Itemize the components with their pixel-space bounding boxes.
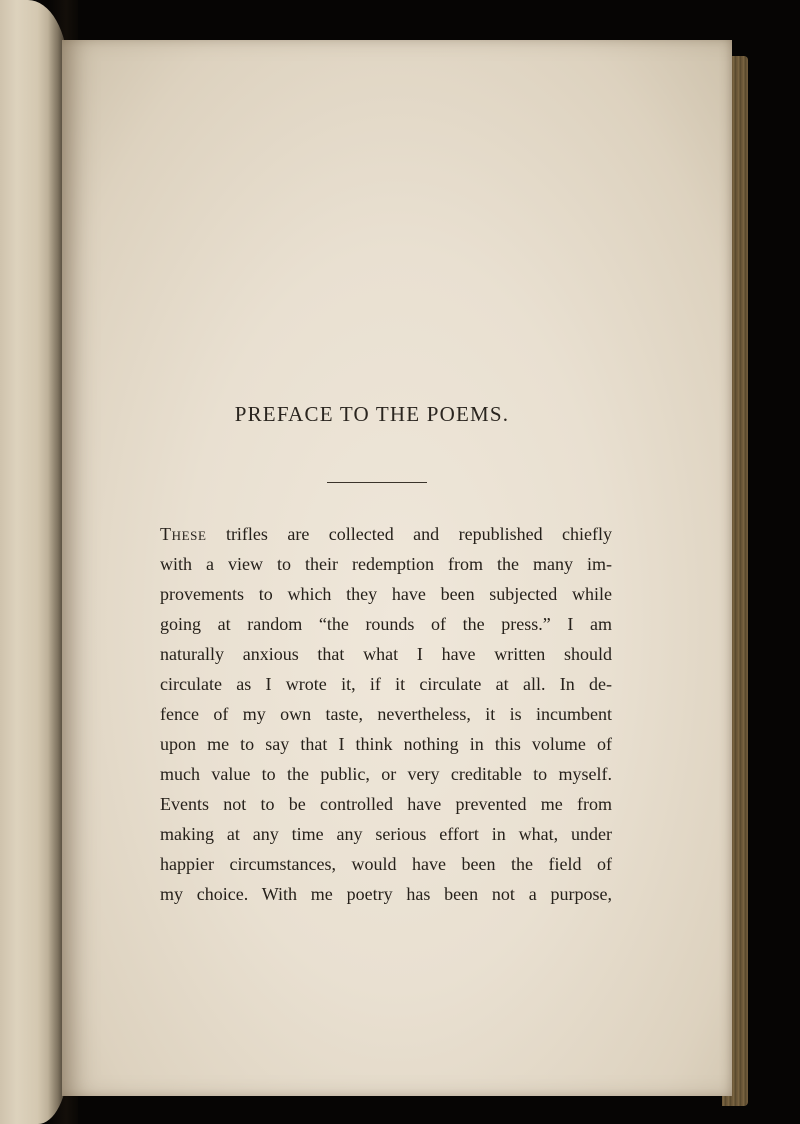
text-line: Events not to be controlled have prevented me from	[160, 794, 612, 814]
text-line: happier circumstances, would have been the field of	[160, 854, 612, 874]
text-line: naturally anxious that what I have written should	[160, 644, 612, 664]
text-line: fence of my own taste, nevertheless, it is incumbent	[160, 704, 612, 724]
text-line: my choice. With me poetry has been not a purpose,	[160, 884, 612, 904]
text-line	[160, 519, 612, 549]
opening-word: These	[160, 524, 207, 544]
text-line: making at any time any serious effort in what, under	[160, 824, 612, 844]
heading-rule	[327, 482, 427, 483]
text-line: with a view to their redemption from the many im-	[160, 554, 612, 574]
preface-paragraph	[160, 519, 612, 909]
text-line: provements to which they have been subjected while	[160, 584, 612, 604]
text-line: circulate as I wrote it, if it circulate at all. In de-	[160, 674, 612, 694]
line-text: trifles are collected and republished chiefly	[225, 524, 612, 544]
text-line: upon me to say that I think nothing in this volume of	[160, 734, 612, 754]
printed-page	[62, 40, 732, 1096]
text-line: going at random “the rounds of the press.” I am	[160, 614, 612, 634]
page-heading: PREFACE TO THE POEMS.	[234, 402, 510, 426]
text-line: much value to the public, or very creditable to myself.	[160, 764, 612, 784]
